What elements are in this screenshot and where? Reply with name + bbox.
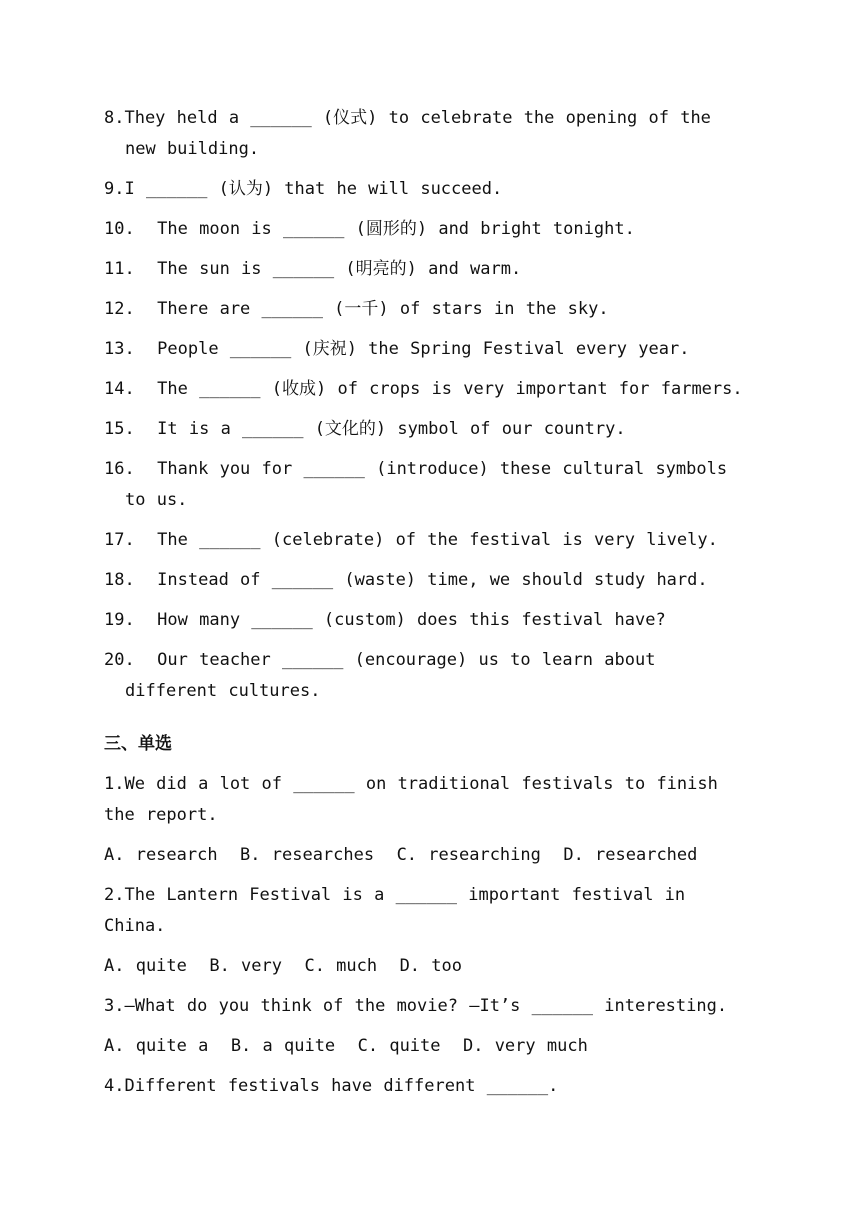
fill-item-14: 14. The ______ (收成) of crops is very important for farmers. — [104, 379, 743, 399]
fill-in-blank-section — [104, 103, 746, 707]
fill-item-8: 8.They held a ______ (仪式) to celebrate the opening of the new building. — [104, 108, 723, 159]
mc-question-1: 1.We did a lot of ______ on traditional festivals to finish the report. — [104, 774, 730, 825]
fill-item-16: 16. Thank you for ______ (introduce) these cultural symbols to us. — [104, 459, 739, 510]
fill-item-20: 20. Our teacher ______ (encourage) us to learn about different cultures. — [104, 650, 667, 701]
fill-item-10: 10. The moon is ______ (圆形的) and bright tonight. — [104, 219, 635, 239]
section-title-single-choice: 三、单选 — [104, 734, 172, 754]
fill-item-18: 18. Instead of ______ (waste) time, we should study hard. — [104, 570, 708, 590]
mc-options-2: A. quite B. very C. much D. too — [104, 956, 462, 976]
mc-question-3: 3.—What do you think of the movie? —It’s ______ interesting. — [104, 996, 728, 1016]
fill-item-17: 17. The ______ (celebrate) of the festival is very lively. — [104, 530, 718, 550]
multiple-choice-section — [104, 769, 746, 1102]
fill-item-19: 19. How many ______ (custom) does this festival have? — [104, 610, 666, 630]
mc-options-3: A. quite a B. a quite C. quite D. very much — [104, 1036, 588, 1056]
mc-question-4: 4.Different festivals have different ______. — [104, 1076, 559, 1096]
document-content — [104, 103, 746, 1111]
fill-item-13: 13. People ______ (庆祝) the Spring Festival every year. — [104, 339, 690, 359]
mc-options-1: A. research B. researches C. researching D. researched — [104, 845, 698, 865]
fill-item-15: 15. It is a ______ (文化的) symbol of our country. — [104, 419, 626, 439]
fill-item-12: 12. There are ______ (一千) of stars in the sky. — [104, 299, 609, 319]
fill-item-11: 11. The sun is ______ (明亮的) and warm. — [104, 259, 522, 279]
mc-question-2: 2.The Lantern Festival is a ______ important festival in China. — [104, 885, 697, 936]
fill-item-9: 9.I ______ (认为) that he will succeed. — [104, 179, 503, 199]
